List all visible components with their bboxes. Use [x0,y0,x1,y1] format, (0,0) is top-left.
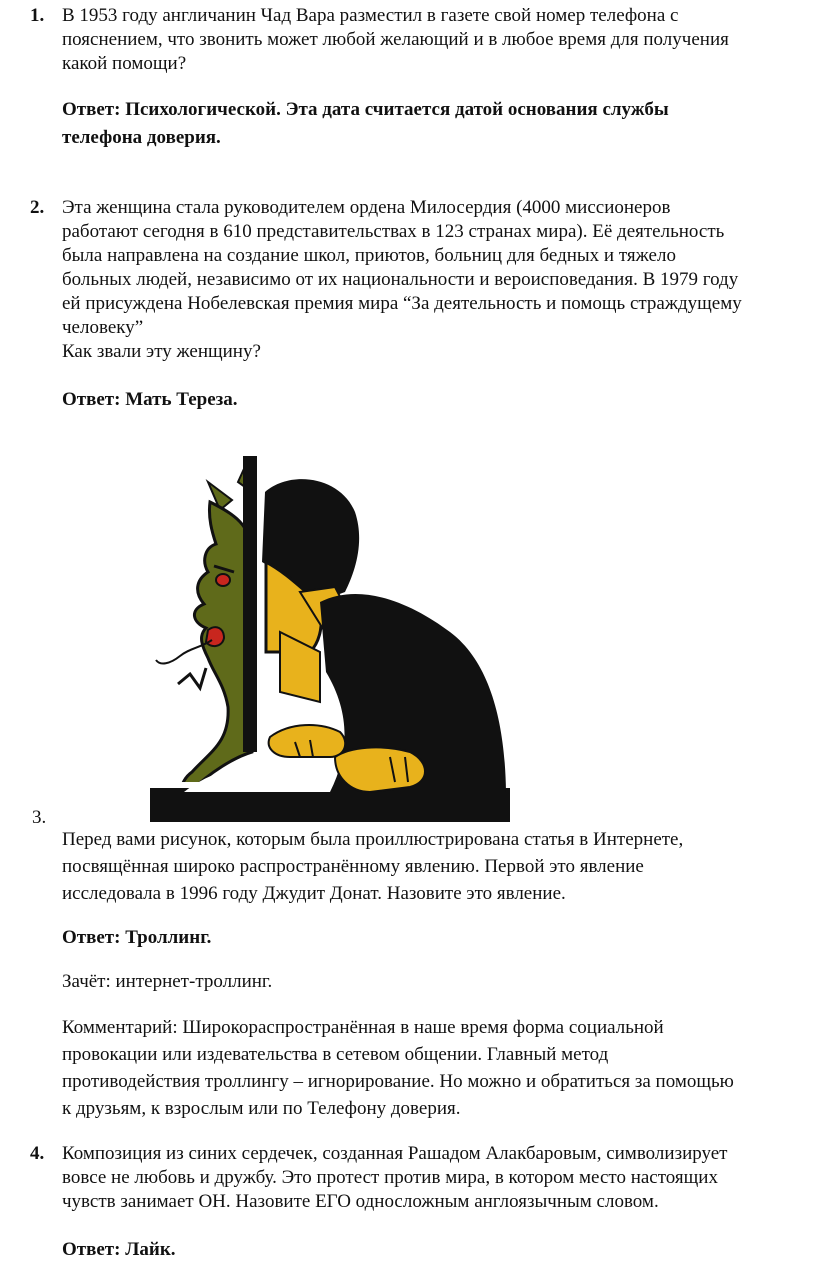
question-4-answer: Ответ: Лайк. [62,1239,176,1260]
answer-line: Ответ: Психологической. Эта дата считается датой основания службы [62,99,669,120]
question-1-answer [62,96,816,152]
text-line: к друзьям, к взрослым или по Телефону доверия. [62,1098,461,1119]
text-line: противодействия троллингу – игнорирование. Но можно и обратиться за помощью [62,1071,734,1092]
text-line: какой помощи? [62,53,187,74]
question-3-comment [62,1014,816,1122]
man-figure [262,479,506,792]
text-line: Композиция из синих сердечек, созданная Рашадом Алакбаровым, символизирует [62,1143,728,1164]
question-3-answer: Ответ: Троллинг. [62,927,212,948]
text-line: Эта женщина стала руководителем ордена Милосердия (4000 миссионеров [62,197,671,218]
question-4-text [62,1142,816,1214]
text-line: посвящённая широко распространённому явлению. Первой это явление [62,856,644,877]
text-line: вовсе не любовь и дружбу. Это протест против мира, в котором место настоящих [62,1167,718,1188]
text-line: В 1953 году англичанин Чад Вара разместил в газете свой номер телефона с [62,5,679,26]
question-number: 2. [30,197,45,218]
text-line: пояснением, что звонить может любой желающий и в любое время для получения [62,29,729,50]
text-line: человеку” [62,317,144,338]
text-line: была направлена на создание школ, приютов, больниц для бедных и тяжело [62,245,676,266]
question-3-credit: Зачёт: интернет-троллинг. [62,971,273,992]
question-number: 1. [30,5,45,26]
devil-head [156,460,252,795]
question-2-text [62,196,816,364]
question-2-answer: Ответ: Мать Тереза. [62,389,238,410]
text-line: чувств занимает ОН. Назовите ЕГО односложным англоязычным словом. [62,1191,659,1212]
text-line: Перед вами рисунок, которым была проиллюстрирована статья в Интернете, [62,829,684,850]
question-number: 4. [30,1143,45,1164]
question-1-text [62,4,816,76]
text-line: ей присуждена Нобелевская премия мира “За деятельность и помощь страждущему [62,293,742,314]
text-line: больных людей, независимо от их национальности и вероисповедания. В 1979 году [62,269,739,290]
text-line: Как звали эту женщину? [62,341,261,362]
question-number: 3. [32,807,47,828]
text-line: работают сегодня в 610 представительствах в 123 странах мира). Её деятельность [62,221,725,242]
answer-line: телефона доверия. [62,127,221,148]
text-line: Комментарий: Широкораспространённая в наше время форма социальной [62,1017,664,1038]
text-line: исследовала в 1996 году Джудит Донат. Назовите это явление. [62,883,566,904]
troll-monitor-illustration [150,452,510,822]
question-3-text [62,826,816,907]
text-line: провокации или издевательства в сетевом общении. Главный метод [62,1044,609,1065]
